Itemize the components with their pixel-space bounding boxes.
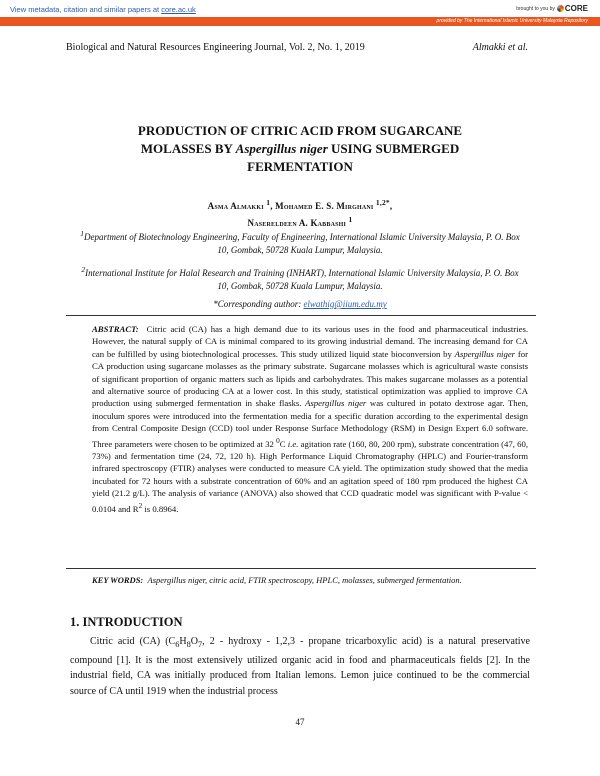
- abstract-label: ABSTRACT:: [92, 324, 139, 334]
- view-metadata-link[interactable]: View metadata, citation and similar papers at core.ac.uk: [10, 5, 196, 14]
- author-1: Asma Almakki: [207, 201, 264, 211]
- affiliation-1: $^1$Department of Biotechnology Engineering, Faculty of Engineering, International Islamic University Malaysia, P. O. Box 10, Gombak, 50728 Kuala Lumpur, Malaysia.: [80, 229, 520, 255]
- brought-by-core[interactable]: brought to you by CORE: [516, 4, 588, 13]
- abstract-top-rule: [66, 315, 536, 316]
- author-3: Nasereldeen A. Kabbashi: [247, 218, 347, 228]
- running-head: [66, 42, 528, 53]
- title-line-1: PRODUCTION OF CITRIC ACID FROM SUGARCANE: [137, 123, 463, 138]
- provided-by-bar: [0, 17, 600, 26]
- keywords-label: KEY WORDS:: [92, 575, 144, 585]
- running-authors: Almakki et al.: [472, 42, 528, 53]
- abstract: ABSTRACT: Citric acid (CA) has a high demand due to its various uses in the food and pharmaceutical industries. However, the natural supply of CA is minimal compared to its growing industrial demand. The increasing demand for CA can be fulfilled by using biotechnological processes. This study utilized liquid state bioconversion by Aspergillus niger for CA production using sugarcane molasses as the primary substrate. Sugarcane molasses which is agricultural waste consists of significant proportion of organic matters such as lipids and carbohydrates. This makes sugarcane molasses as a potential and alternative source of producing CA at a lower cost. In this study, statistical optimization was applied to improve CA production using submerged fermentation in shake flasks. Aspergillus niger was cultured in potato dextrose agar. Then, inoculum spores were introduced into the fermentation media for a specific duration according to the experimental design from Central Composite Design (CCD) tool under Response Surface Methodology (RSM) in Design Expert 6.0 software. Three parameters were chosen to be optimized at 32 $^0$C i.e. agitation rate (160, 80, 200 rpm), substrate concentration (47, 60, 73%) and fermentation time (24, 72, 120 h). High Performance Liquid Chromatography (HPLC) and Fourier-transform infrared spectroscopy (FTIR) analyses were conducted to measure CA yield. The optimization study showed that the media incubated for 72 hours with a substrate concentration of 60% and an agitation speed of 180 rpm produced the highest CA yield (21.2 g/L). The analysis of variance (ANOVA) also showed that CCD quadratic model was significant with P-value < 0.0104 and $R^2$ is 0.8964.: [92, 324, 529, 514]
- core-logo[interactable]: CORE: [557, 4, 588, 13]
- paper-title: [80, 122, 520, 176]
- corresponding-email-link[interactable]: elwathig@iium.edu.my: [303, 299, 387, 309]
- keywords-text: Aspergillus niger, citric acid, FTIR spectroscopy, HPLC, molasses, submerged fermentation.: [147, 575, 462, 585]
- section-heading-introduction: 1. INTRODUCTION: [70, 615, 183, 629]
- corresponding-author: *Corresponding author: elwathig@iium.edu.my: [213, 299, 387, 309]
- affiliation-2: $^2$International Institute for Halal Research and Training (INHART), International Islamic University Malaysia, P. O. Box 10, Gombak, 50728 Kuala Lumpur, Malaysia.: [81, 265, 519, 291]
- provided-by-text[interactable]: provided by The International Islamic University Malaysia Repository: [436, 18, 588, 24]
- core-ac-uk-link[interactable]: core.ac.uk: [161, 5, 196, 14]
- keywords: [92, 574, 528, 586]
- core-banner: [0, 0, 600, 26]
- page-number: 47: [295, 717, 305, 727]
- introduction-paragraph: Citric acid (CA) ($C_6H_8O_7$, 2 - hydroxy - 1,2,3 - propane tricarboxylic acid) is a natural preservative compound [1]. It is the most extensively utilized organic acid in food and pharmaceuticals fields [2]. In the industrial field, CA was initially produced from Italian lemons. Lemon juice continued to be the commercial source of CA until 1919 when the industrial process: [70, 636, 530, 697]
- title-line-3: FERMENTATION: [247, 159, 353, 174]
- title-line-2: MOLASSES BY Aspergillus niger USING SUBMERGED: [140, 141, 460, 156]
- author-2: Mohamed E. S. Mirghani: [275, 201, 374, 211]
- journal-citation: Biological and Natural Resources Engineering Journal, Vol. 2, No. 1, 2019: [66, 42, 365, 53]
- author-list: Asma Almakki $^1$, Mohamed E. S. Mirghani $^{1,2*}$, Nasereldeen A. Kabbashi $^1$: [207, 198, 393, 228]
- abstract-bottom-rule: [66, 568, 536, 569]
- core-logo-icon: [557, 5, 564, 12]
